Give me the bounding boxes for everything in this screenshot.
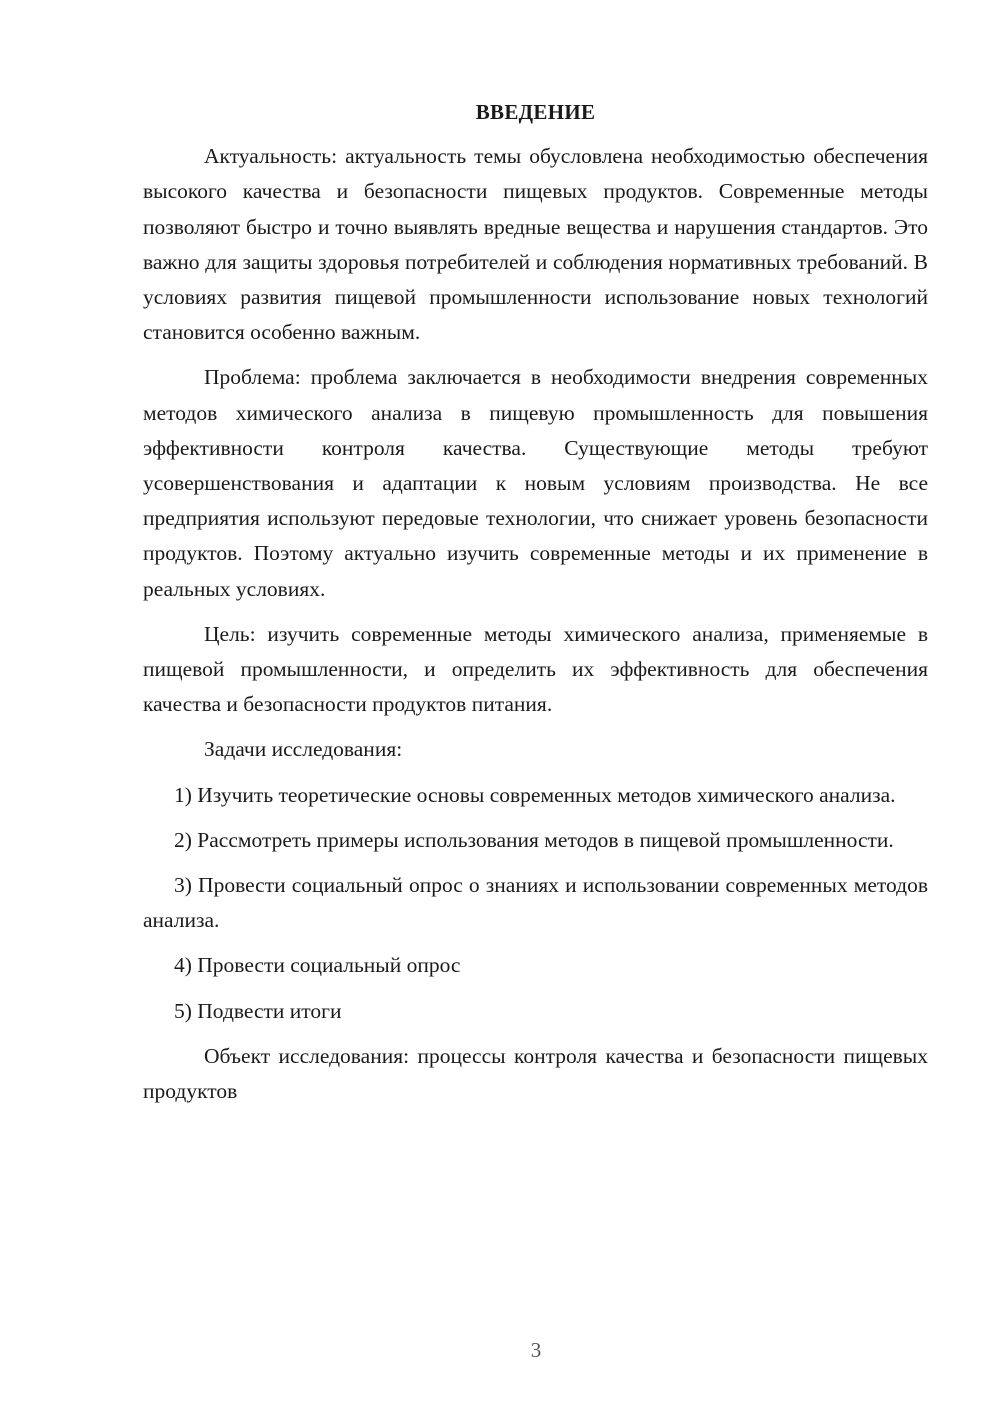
goal-paragraph: Цель: изучить современные методы химического анализа, применяемые в пищевой промышленности, и определить их эффективность для обеспечения качества и безопасности продуктов питания. [143,621,928,717]
problem-paragraph: Проблема: проблема заключается в необходимости внедрения современных методов химического анализа в пищевую промышленность для повышения эффективности контроля качества. Существующие методы требуют усовершенствования и адаптации к новым условиям производства. Не все предприятия используют передовые технологии, что снижает уровень безопасности продуктов. Поэтому актуально изучить современные методы и их применение в реальных условиях. [143,365,928,601]
section-heading: ВВЕДЕНИЕ [475,100,596,124]
tasks-intro: Задачи исследования: [204,737,403,762]
task-item-5: 5) Подвести итоги [174,998,342,1023]
task-item-4: 4) Провести социальный опрос [174,953,461,978]
task-item-2: 2) Рассмотреть примеры использования методов в пищевой промышленности. [174,827,894,852]
page-number: 3 [530,1338,542,1362]
task-item-1: 1) Изучить теоретические основы современных методов химического анализа. [174,782,896,807]
page-content [143,95,928,1109]
object-paragraph: Объект исследования: процессы контроля качества и безопасности пищевых продуктов [143,1043,928,1104]
relevance-paragraph: Актуальность: актуальность темы обусловлена необходимостью обеспечения высокого качества и безопасности пищевых продуктов. Современные методы позволяют быстро и точно выявлять вредные вещества и нарушения стандартов. Это важно для защиты здоровья потребителей и соблюдения нормативных требований. В условиях развития пищевой промышленности использование новых технологий становится особенно важным. [143,144,928,345]
task-item-3: 3) Провести социальный опрос о знаниях и использовании современных методов анализа. [143,873,928,933]
